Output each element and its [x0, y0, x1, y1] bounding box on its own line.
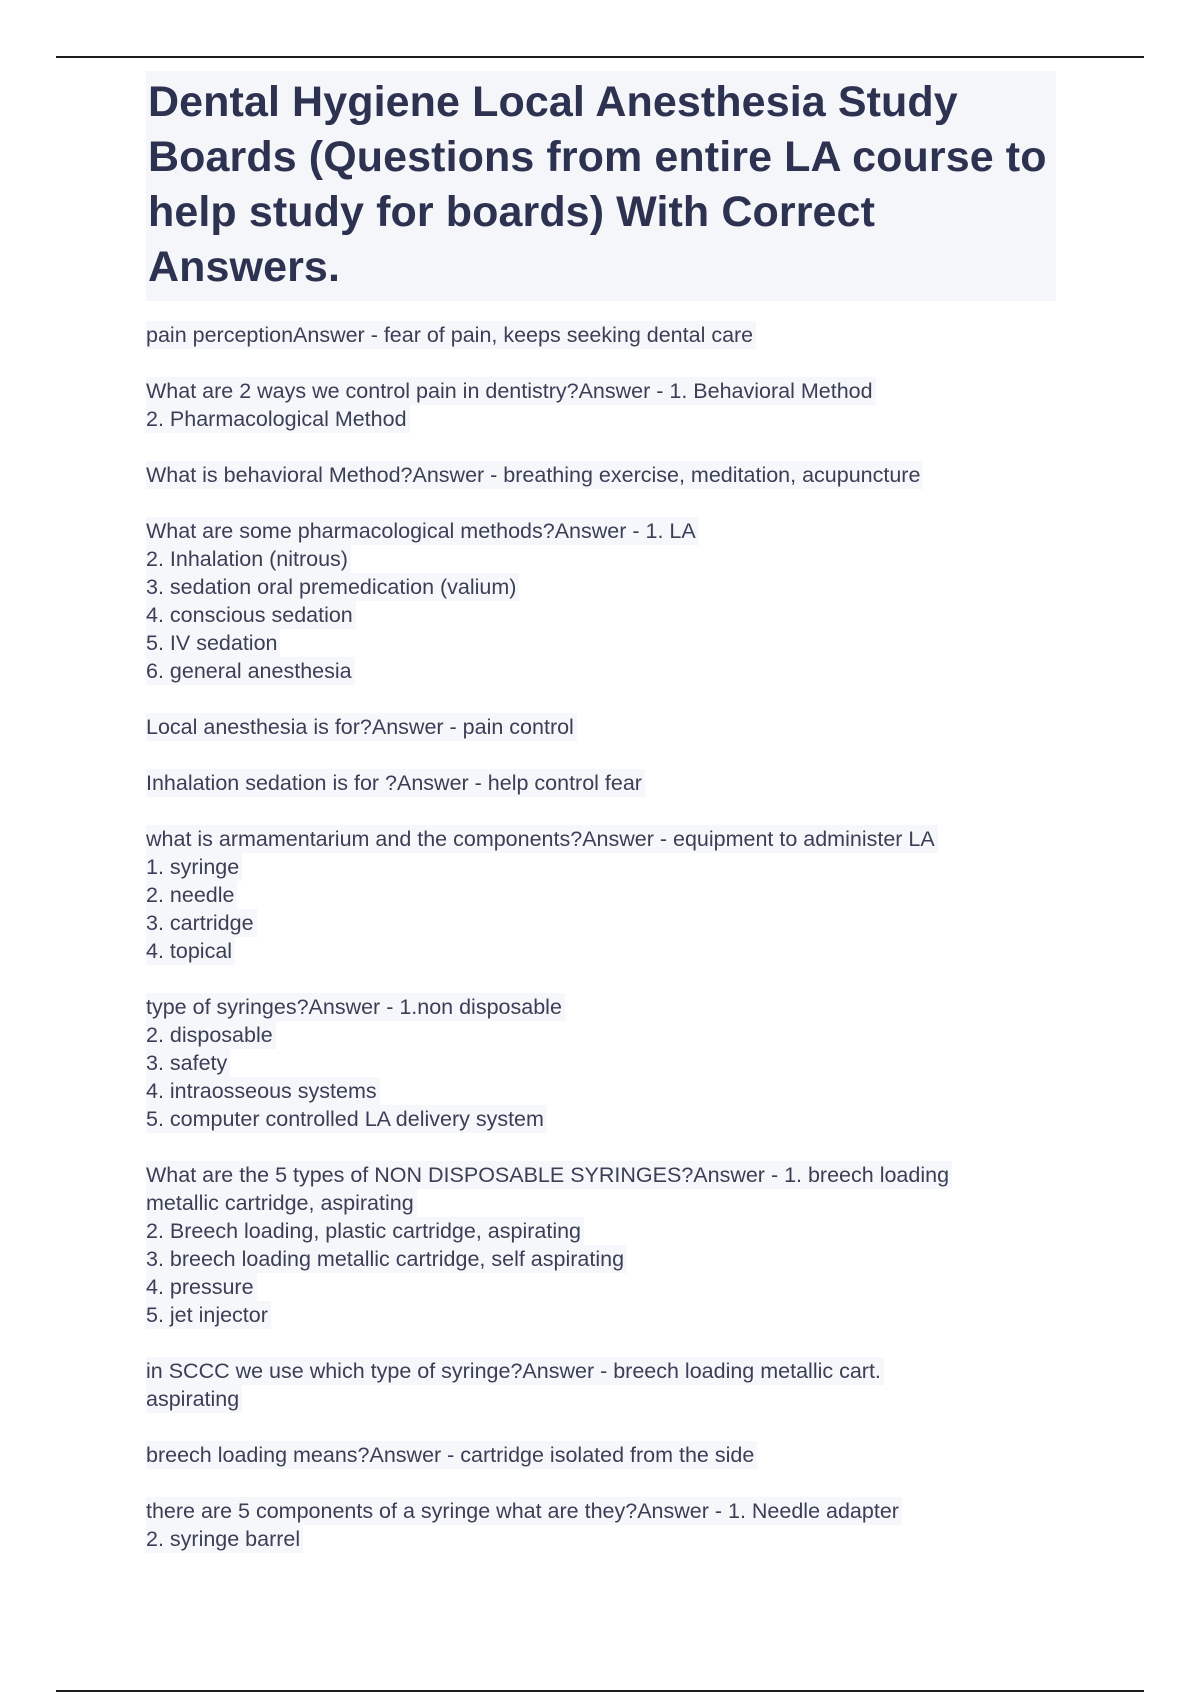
- title-block: [146, 71, 1056, 301]
- qa-line: 4. conscious sedation: [146, 601, 356, 629]
- qa-line: 3. breech loading metallic cartridge, self aspirating: [146, 1245, 627, 1273]
- qa-line: Local anesthesia is for?Answer - pain control: [146, 713, 577, 741]
- qa-line: pain perceptionAnswer - fear of pain, keeps seeking dental care: [146, 321, 756, 349]
- qa-item: [146, 1441, 1056, 1469]
- qa-line: What is behavioral Method?Answer - breathing exercise, meditation, acupuncture: [146, 461, 923, 489]
- qa-item: [146, 1161, 1056, 1329]
- qa-line: there are 5 components of a syringe what are they?Answer - 1. Needle adapter: [146, 1497, 902, 1525]
- qa-line: 1. syringe: [146, 853, 242, 881]
- qa-item: [146, 769, 1056, 797]
- qa-item: [146, 713, 1056, 741]
- qa-line: 4. pressure: [146, 1273, 257, 1301]
- qa-line: 3. sedation oral premedication (valium): [146, 573, 519, 601]
- qa-line: 5. jet injector: [146, 1301, 271, 1329]
- qa-line: 5. computer controlled LA delivery system: [146, 1105, 547, 1133]
- qa-line: 2. needle: [146, 881, 237, 909]
- qa-line: 2. disposable: [146, 1021, 276, 1049]
- qa-line: What are some pharmacological methods?Answer - 1. LA: [146, 517, 699, 545]
- qa-item: [146, 1357, 1056, 1413]
- qa-line: what is armamentarium and the components?Answer - equipment to administer LA: [146, 825, 938, 853]
- qa-item: [146, 377, 1056, 433]
- qa-item: [146, 517, 1056, 685]
- qa-line: 6. general anesthesia: [146, 657, 355, 685]
- qa-line: 2. Inhalation (nitrous): [146, 545, 351, 573]
- qa-line: breech loading means?Answer - cartridge isolated from the side: [146, 1441, 757, 1469]
- qa-line: type of syringes?Answer - 1.non disposable: [146, 993, 565, 1021]
- qa-item: [146, 461, 1056, 489]
- qa-line: aspirating: [146, 1385, 242, 1413]
- qa-line: in SCCC we use which type of syringe?Answer - breech loading metallic cart.: [146, 1357, 884, 1385]
- qa-line: 4. intraosseous systems: [146, 1077, 380, 1105]
- qa-item: [146, 825, 1056, 965]
- qa-line: 2. Pharmacological Method: [146, 405, 410, 433]
- qa-line: What are 2 ways we control pain in dentistry?Answer - 1. Behavioral Method: [146, 377, 876, 405]
- qa-line: 2. syringe barrel: [146, 1525, 303, 1553]
- qa-line: 3. safety: [146, 1049, 230, 1077]
- header-rule: [56, 56, 1144, 58]
- document-page: [146, 71, 1056, 1581]
- footer-rule: [56, 1690, 1144, 1692]
- qa-line: 2. Breech loading, plastic cartridge, aspirating: [146, 1217, 584, 1245]
- qa-line: What are the 5 types of NON DISPOSABLE SYRINGES?Answer - 1. breech loading: [146, 1161, 952, 1189]
- document-title: Dental Hygiene Local Anesthesia Study Boards (Questions from entire LA course to help study for boards) With Correct Answers.: [148, 78, 1047, 291]
- qa-item: [146, 1497, 1056, 1553]
- qa-list: [146, 321, 1056, 1553]
- qa-item: [146, 993, 1056, 1133]
- qa-line: 5. IV sedation: [146, 629, 280, 657]
- qa-item: [146, 321, 1056, 349]
- qa-line: Inhalation sedation is for ?Answer - help control fear: [146, 769, 645, 797]
- qa-line: metallic cartridge, aspirating: [146, 1189, 417, 1217]
- qa-line: 3. cartridge: [146, 909, 257, 937]
- qa-line: 4. topical: [146, 937, 235, 965]
